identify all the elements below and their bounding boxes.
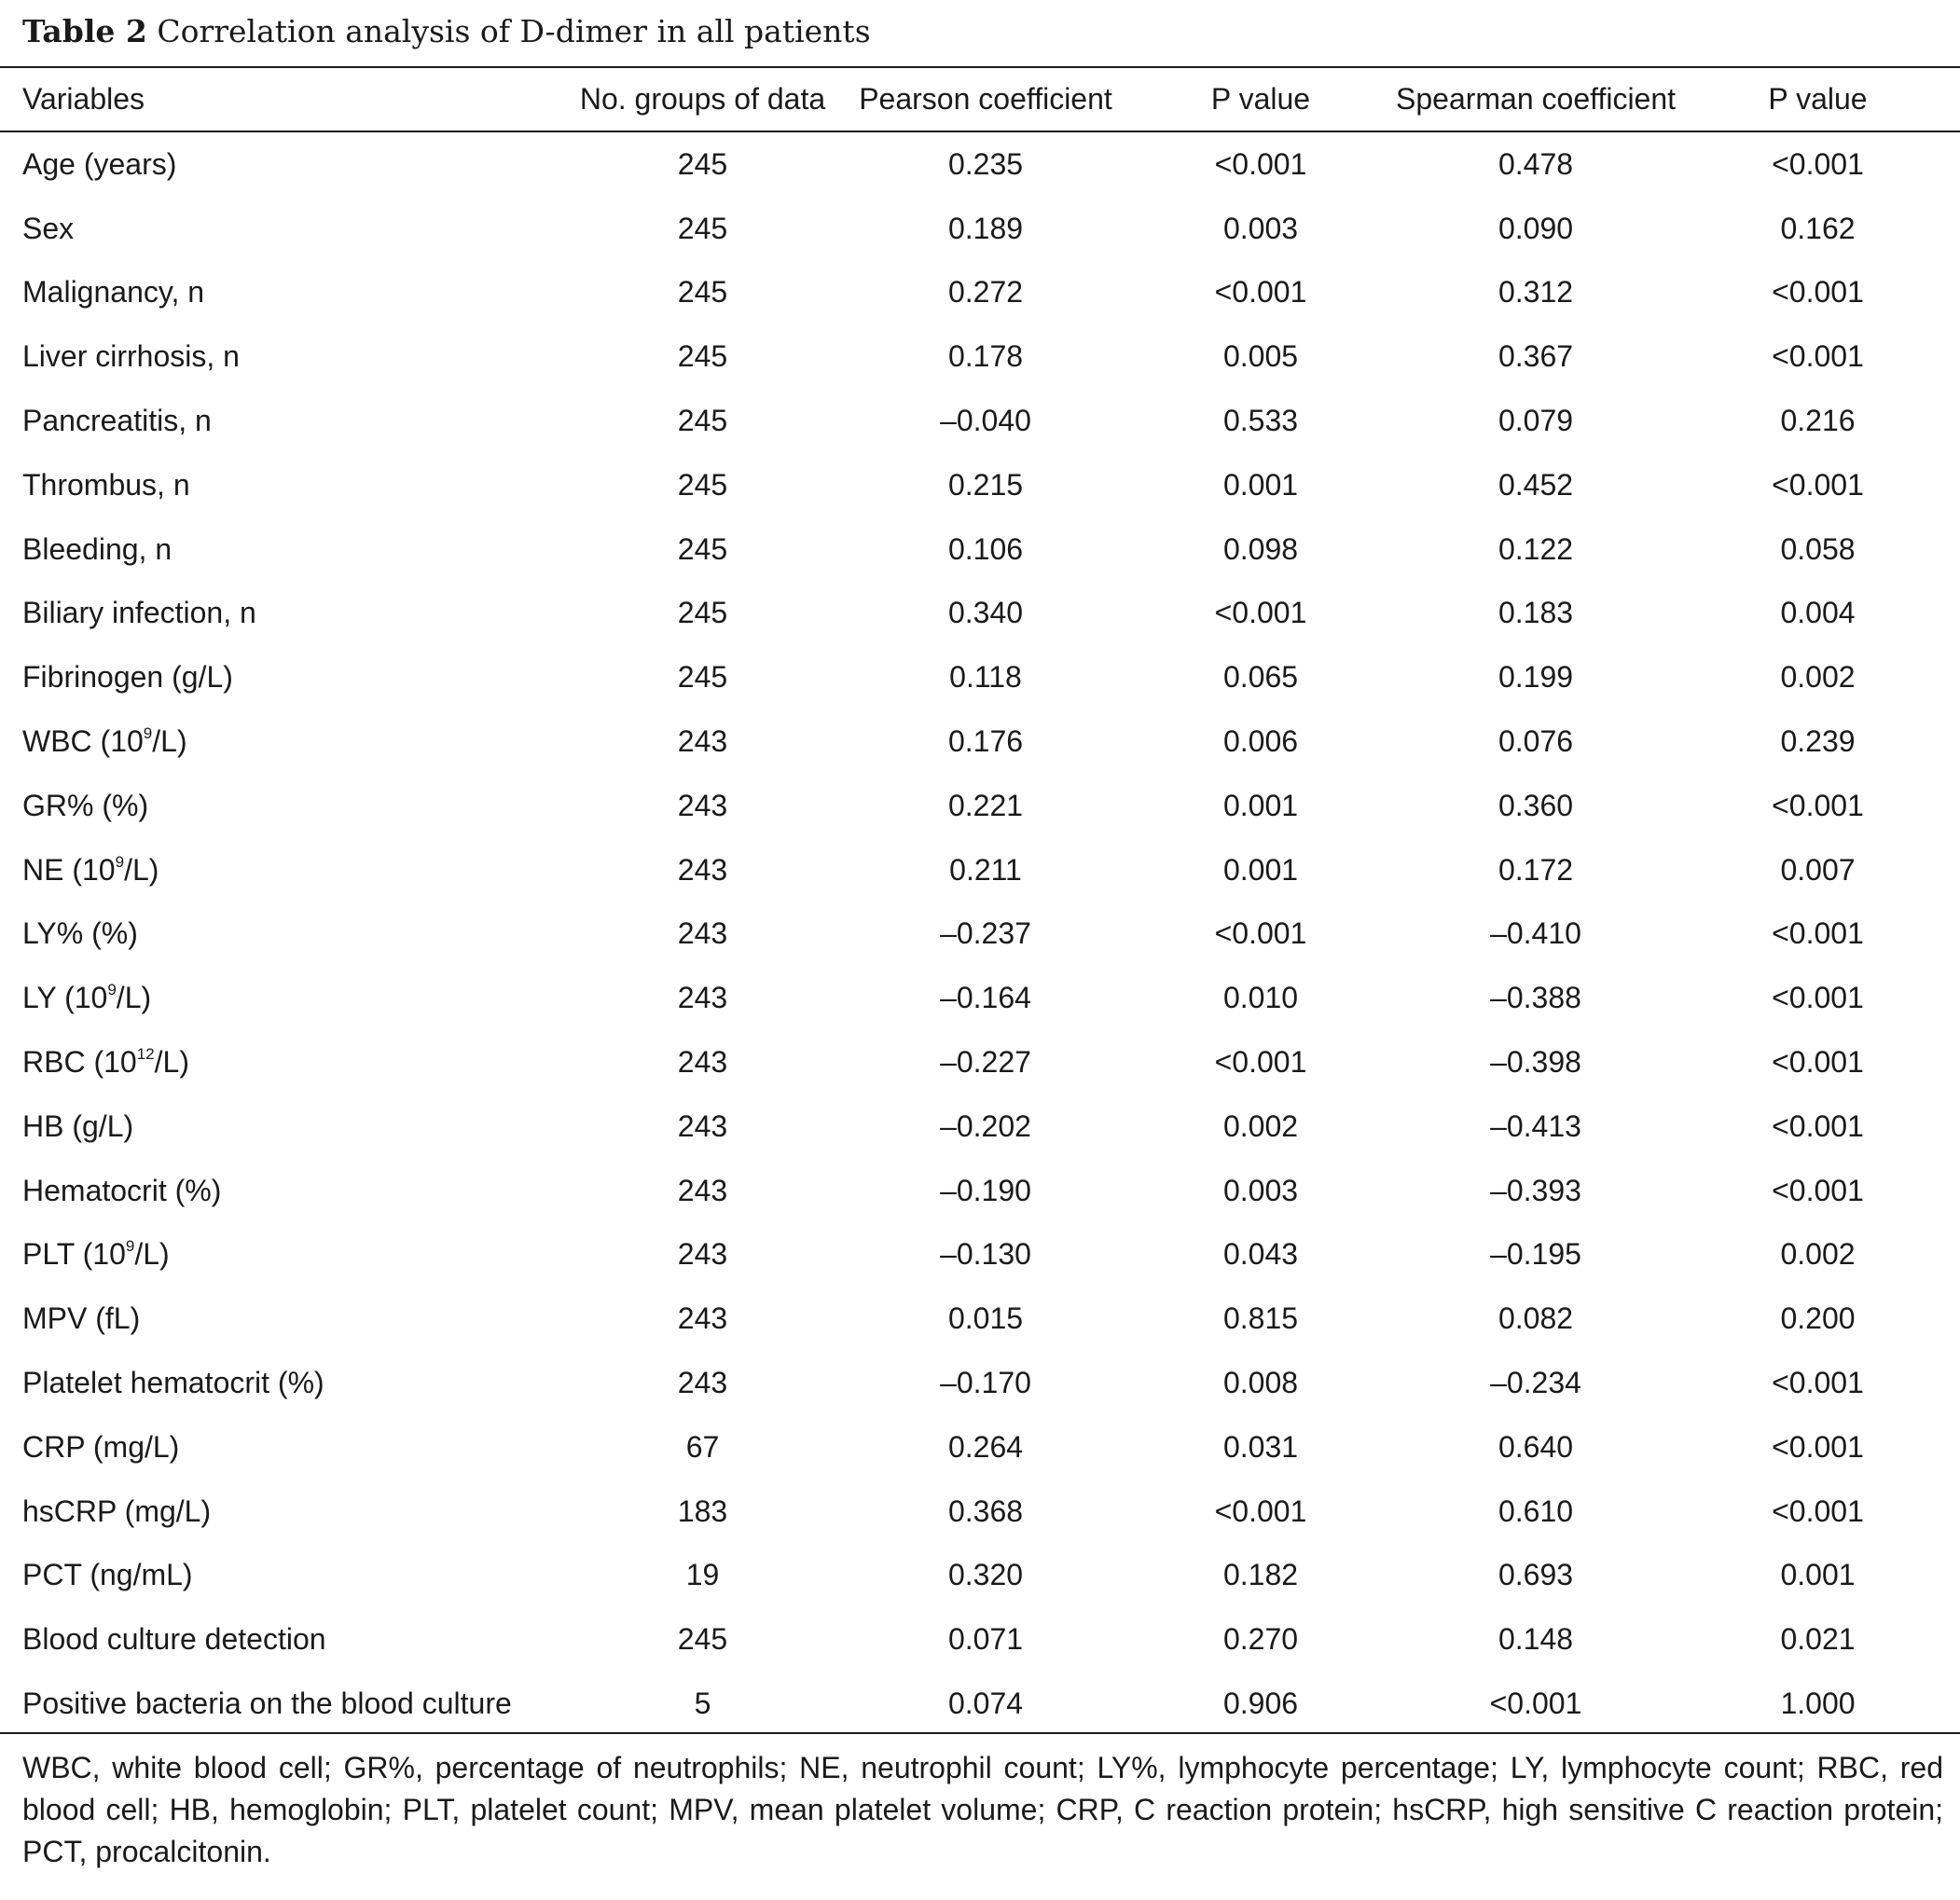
cell-spearman: 0.367 xyxy=(1498,339,1574,374)
cell-p-value-pearson: 0.001 xyxy=(1222,852,1299,887)
table-row xyxy=(0,324,1960,389)
table-row xyxy=(0,1223,1960,1287)
table-row xyxy=(0,131,1960,197)
cell-p-value-spearman: 0.200 xyxy=(1780,1301,1856,1336)
cell-p-value-pearson: <0.001 xyxy=(1214,596,1307,630)
table-row xyxy=(0,1095,1960,1159)
unit-suffix: /L) xyxy=(152,724,187,759)
variable-name: Blood culture detection xyxy=(22,1622,326,1657)
cell-variable xyxy=(0,1095,559,1159)
unit-exponent: 12 xyxy=(136,1045,155,1064)
cell-spearman: 0.452 xyxy=(1498,467,1574,502)
cell-p-value-spearman: <0.001 xyxy=(1772,981,1864,1015)
cell-spearman: 0.610 xyxy=(1498,1494,1574,1528)
cell-groups: 245 xyxy=(677,467,728,502)
table-row xyxy=(0,453,1960,517)
cell-p-value-pearson: <0.001 xyxy=(1214,275,1307,310)
cell-p-value-spearman: 0.162 xyxy=(1780,211,1856,245)
cell-p-value-pearson: 0.001 xyxy=(1222,788,1299,822)
cell-spearman: <0.001 xyxy=(1489,1687,1582,1721)
column-header-variables: Variables xyxy=(22,82,145,116)
cell-variable xyxy=(0,1159,559,1223)
variable-name: Bleeding, n xyxy=(22,531,173,566)
table-row xyxy=(0,838,1960,902)
cell-variable xyxy=(0,261,559,325)
cell-spearman: –0.410 xyxy=(1490,916,1581,951)
cell-variable xyxy=(0,324,559,389)
cell-variable xyxy=(0,1287,559,1351)
cell-p-value-spearman: <0.001 xyxy=(1772,1429,1864,1464)
cell-pearson: 0.015 xyxy=(947,1301,1024,1336)
cell-p-value-spearman: 0.007 xyxy=(1780,852,1856,887)
cell-pearson: –0.164 xyxy=(940,981,1031,1015)
cell-p-value-spearman: <0.001 xyxy=(1772,339,1864,374)
cell-p-value-spearman: <0.001 xyxy=(1772,275,1864,310)
table-row xyxy=(0,1030,1960,1095)
cell-variable xyxy=(0,1030,559,1095)
variable-name: PLT (10 xyxy=(22,1237,126,1272)
variable-name: Pancreatitis, n xyxy=(22,404,212,438)
cell-spearman: –0.413 xyxy=(1490,1108,1581,1143)
cell-pearson: –0.130 xyxy=(940,1237,1031,1272)
variable-name: Positive bacteria on the blood culture xyxy=(22,1687,512,1721)
cell-pearson: 0.106 xyxy=(947,531,1024,566)
cell-p-value-pearson: 0.002 xyxy=(1222,1108,1299,1143)
cell-groups: 245 xyxy=(677,146,728,181)
cell-spearman: –0.398 xyxy=(1490,1045,1581,1080)
cell-p-value-spearman: <0.001 xyxy=(1772,1366,1864,1400)
cell-groups: 245 xyxy=(677,275,728,310)
cell-p-value-pearson: <0.001 xyxy=(1214,1494,1307,1528)
cell-p-value-pearson: 0.043 xyxy=(1222,1237,1299,1272)
variable-name: PCT (ng/mL) xyxy=(22,1558,193,1592)
column-header-pearson: Pearson coefficient xyxy=(859,82,1112,116)
cell-variable xyxy=(0,1223,559,1287)
correlation-table xyxy=(0,68,1960,1736)
cell-p-value-spearman: <0.001 xyxy=(1772,1494,1864,1528)
variable-name: Biliary infection, n xyxy=(22,596,256,630)
cell-spearman: 0.183 xyxy=(1498,596,1574,630)
table-title: Correlation analysis of D-dimer in all patients xyxy=(157,13,871,49)
variable-name: LY% (%) xyxy=(22,916,138,951)
table-row xyxy=(0,1480,1960,1544)
cell-groups: 245 xyxy=(677,1622,728,1657)
cell-variable xyxy=(0,131,559,197)
table-header-row xyxy=(0,68,1960,131)
table-row xyxy=(0,517,1960,582)
cell-p-value-pearson: 0.003 xyxy=(1222,1173,1299,1207)
unit-suffix: /L) xyxy=(134,1237,170,1272)
cell-variable xyxy=(0,966,559,1030)
cell-pearson: –0.190 xyxy=(940,1173,1031,1207)
unit-suffix: /L) xyxy=(154,1045,189,1080)
table-row xyxy=(0,1607,1960,1672)
cell-p-value-pearson: <0.001 xyxy=(1214,1045,1307,1080)
cell-p-value-pearson: 0.001 xyxy=(1222,467,1299,502)
cell-spearman: –0.195 xyxy=(1490,1237,1581,1272)
cell-variable xyxy=(0,838,559,902)
cell-spearman: 0.478 xyxy=(1498,146,1574,181)
cell-spearman: 0.640 xyxy=(1498,1429,1574,1464)
cell-spearman: 0.312 xyxy=(1498,275,1574,310)
cell-groups: 243 xyxy=(677,788,728,822)
cell-spearman: –0.388 xyxy=(1490,981,1581,1015)
cell-variable xyxy=(0,389,559,453)
table-row xyxy=(0,389,1960,453)
cell-groups: 243 xyxy=(677,1173,728,1207)
cell-p-value-pearson: 0.906 xyxy=(1222,1687,1299,1721)
cell-pearson: 0.368 xyxy=(947,1494,1024,1528)
unit-exponent: 9 xyxy=(125,1237,135,1256)
cell-variable xyxy=(0,1544,559,1608)
cell-groups: 245 xyxy=(677,404,728,438)
column-header-groups: No. groups of data xyxy=(579,82,826,116)
cell-groups: 243 xyxy=(677,1301,728,1336)
cell-groups: 243 xyxy=(677,1237,728,1272)
cell-p-value-spearman: 1.000 xyxy=(1780,1687,1856,1721)
variable-name: Malignancy, n xyxy=(22,275,205,310)
cell-spearman: 0.693 xyxy=(1498,1558,1574,1592)
table-row xyxy=(0,902,1960,967)
cell-pearson: 0.211 xyxy=(949,852,1022,887)
unit-suffix: /L) xyxy=(116,981,152,1015)
cell-groups: 243 xyxy=(677,1108,728,1143)
cell-groups: 245 xyxy=(677,596,728,630)
table-row xyxy=(0,1672,1960,1736)
variable-name: MPV (fL) xyxy=(22,1301,141,1336)
cell-pearson: –0.040 xyxy=(940,404,1031,438)
cell-p-value-spearman: 0.001 xyxy=(1780,1558,1856,1592)
cell-pearson: 0.178 xyxy=(947,339,1024,374)
cell-pearson: 0.340 xyxy=(947,596,1024,630)
cell-pearson: –0.237 xyxy=(940,916,1031,951)
cell-spearman: –0.393 xyxy=(1490,1173,1581,1207)
cell-p-value-pearson: 0.031 xyxy=(1222,1429,1299,1464)
cell-p-value-spearman: 0.002 xyxy=(1780,660,1856,695)
column-header-p-value-pearson: P value xyxy=(1210,82,1311,116)
cell-pearson: 0.215 xyxy=(947,467,1024,502)
cell-p-value-pearson: 0.098 xyxy=(1222,531,1299,566)
cell-groups: 19 xyxy=(685,1558,720,1592)
cell-variable xyxy=(0,1480,559,1544)
cell-spearman: 0.079 xyxy=(1498,404,1574,438)
cell-p-value-spearman: 0.002 xyxy=(1780,1237,1856,1272)
column-header-p-value-spearman: P value xyxy=(1768,82,1868,116)
cell-pearson: 0.235 xyxy=(947,146,1024,181)
cell-variable xyxy=(0,645,559,709)
table-row xyxy=(0,1351,1960,1415)
table-row xyxy=(0,582,1960,646)
cell-pearson: 0.074 xyxy=(947,1687,1024,1721)
cell-p-value-pearson: 0.010 xyxy=(1222,981,1299,1015)
cell-spearman: 0.090 xyxy=(1498,211,1574,245)
cell-variable xyxy=(0,1415,559,1480)
variable-name: WBC (10 xyxy=(22,724,144,759)
cell-variable xyxy=(0,902,559,967)
variable-name: HB (g/L) xyxy=(22,1108,134,1143)
unit-exponent: 9 xyxy=(107,981,117,999)
cell-p-value-spearman: 0.239 xyxy=(1780,724,1856,759)
variable-name: RBC (10 xyxy=(22,1045,137,1080)
cell-spearman: 0.199 xyxy=(1498,660,1574,695)
cell-p-value-pearson: 0.006 xyxy=(1222,724,1299,759)
table-row xyxy=(0,645,1960,709)
cell-spearman: 0.122 xyxy=(1498,531,1574,566)
table-row xyxy=(0,1159,1960,1223)
cell-groups: 243 xyxy=(677,1045,728,1080)
variable-name: Platelet hematocrit (%) xyxy=(22,1366,324,1400)
cell-p-value-pearson: 0.003 xyxy=(1222,211,1299,245)
cell-groups: 243 xyxy=(677,724,728,759)
table-row xyxy=(0,261,1960,325)
variable-name: hsCRP (mg/L) xyxy=(22,1494,212,1528)
cell-groups: 5 xyxy=(694,1687,711,1721)
cell-spearman: 0.076 xyxy=(1498,724,1574,759)
cell-groups: 245 xyxy=(677,211,728,245)
cell-variable xyxy=(0,453,559,517)
cell-pearson: –0.227 xyxy=(940,1045,1031,1080)
cell-variable xyxy=(0,1607,559,1672)
cell-variable xyxy=(0,774,559,838)
cell-groups: 245 xyxy=(677,660,728,695)
cell-p-value-spearman: 0.058 xyxy=(1780,531,1856,566)
cell-groups: 243 xyxy=(677,852,728,887)
table-row xyxy=(0,1287,1960,1351)
cell-pearson: 0.071 xyxy=(947,1622,1024,1657)
cell-p-value-spearman: <0.001 xyxy=(1772,146,1864,181)
cell-p-value-spearman: <0.001 xyxy=(1772,1108,1864,1143)
cell-p-value-pearson: 0.270 xyxy=(1222,1622,1299,1657)
cell-p-value-spearman: 0.216 xyxy=(1780,404,1856,438)
cell-spearman: 0.148 xyxy=(1498,1622,1574,1657)
cell-pearson: –0.170 xyxy=(940,1366,1031,1400)
table-row xyxy=(0,966,1960,1030)
cell-p-value-spearman: <0.001 xyxy=(1772,467,1864,502)
table-footnote: WBC, white blood cell; GR%, percentage of neutrophils; NE, neutrophil count; LY%, lymphocyte percentage; LY, lymphocyte count; RBC, red blood cell; HB, hemoglobin; PLT, platelet count; MPV, mean platelet volume; CRP, C reaction protein; hsCRP, high sensitive C reaction protein; PCT, procalcitonin. xyxy=(22,1751,1943,1868)
variable-name: Thrombus, n xyxy=(22,467,190,502)
cell-variable xyxy=(0,582,559,646)
cell-p-value-pearson: <0.001 xyxy=(1214,146,1307,181)
cell-p-value-pearson: 0.008 xyxy=(1222,1366,1299,1400)
cell-variable xyxy=(0,1672,559,1736)
table-row xyxy=(0,1544,1960,1608)
variable-name: NE (10 xyxy=(22,852,116,887)
cell-spearman: 0.172 xyxy=(1498,852,1574,887)
table-row xyxy=(0,1415,1960,1480)
cell-p-value-pearson: <0.001 xyxy=(1214,916,1307,951)
variable-name: GR% (%) xyxy=(22,788,149,822)
variable-name: Hematocrit (%) xyxy=(22,1173,222,1207)
bottom-rule xyxy=(0,1732,1960,1734)
cell-variable xyxy=(0,709,559,774)
cell-p-value-spearman: <0.001 xyxy=(1772,1173,1864,1207)
cell-p-value-pearson: 0.815 xyxy=(1222,1301,1299,1336)
cell-variable xyxy=(0,517,559,582)
cell-pearson: 0.118 xyxy=(949,660,1022,695)
variable-name: Liver cirrhosis, n xyxy=(22,339,240,374)
cell-pearson: –0.202 xyxy=(940,1108,1031,1143)
cell-pearson: 0.264 xyxy=(947,1429,1024,1464)
cell-p-value-spearman: <0.001 xyxy=(1772,788,1864,822)
table-body xyxy=(0,131,1960,1736)
cell-groups: 183 xyxy=(677,1494,728,1528)
table-row xyxy=(0,709,1960,774)
column-header-spearman: Spearman coefficient xyxy=(1396,82,1677,116)
variable-name: Fibrinogen (g/L) xyxy=(22,660,233,695)
cell-groups: 67 xyxy=(685,1429,720,1464)
cell-pearson: 0.272 xyxy=(947,275,1024,310)
cell-pearson: 0.176 xyxy=(947,724,1024,759)
cell-pearson: 0.189 xyxy=(947,211,1024,245)
variable-name: CRP (mg/L) xyxy=(22,1429,180,1464)
table-row xyxy=(0,197,1960,261)
cell-p-value-pearson: 0.065 xyxy=(1222,660,1299,695)
cell-variable xyxy=(0,1351,559,1415)
cell-spearman: 0.082 xyxy=(1498,1301,1574,1336)
unit-exponent: 9 xyxy=(143,724,153,743)
cell-groups: 243 xyxy=(677,1366,728,1400)
cell-pearson: 0.320 xyxy=(947,1558,1024,1592)
cell-p-value-pearson: 0.005 xyxy=(1222,339,1299,374)
cell-p-value-spearman: 0.021 xyxy=(1780,1622,1856,1657)
cell-p-value-pearson: 0.182 xyxy=(1222,1558,1299,1592)
cell-p-value-spearman: <0.001 xyxy=(1772,916,1864,951)
cell-variable xyxy=(0,197,559,261)
cell-groups: 243 xyxy=(677,916,728,951)
cell-groups: 245 xyxy=(677,339,728,374)
table-row xyxy=(0,774,1960,838)
cell-p-value-pearson: 0.533 xyxy=(1222,404,1299,438)
cell-p-value-spearman: 0.004 xyxy=(1780,596,1856,630)
cell-pearson: 0.221 xyxy=(947,788,1024,822)
cell-groups: 243 xyxy=(677,981,728,1015)
cell-spearman: 0.360 xyxy=(1498,788,1574,822)
cell-groups: 245 xyxy=(677,531,728,566)
variable-name: Sex xyxy=(22,211,75,245)
unit-exponent: 9 xyxy=(115,852,125,871)
table-number: Table 2 xyxy=(22,13,147,49)
cell-spearman: –0.234 xyxy=(1490,1366,1581,1400)
cell-p-value-spearman: <0.001 xyxy=(1772,1045,1864,1080)
unit-suffix: /L) xyxy=(124,852,159,887)
variable-name: Age (years) xyxy=(22,146,177,181)
table-caption xyxy=(22,13,871,49)
variable-name: LY (10 xyxy=(22,981,108,1015)
